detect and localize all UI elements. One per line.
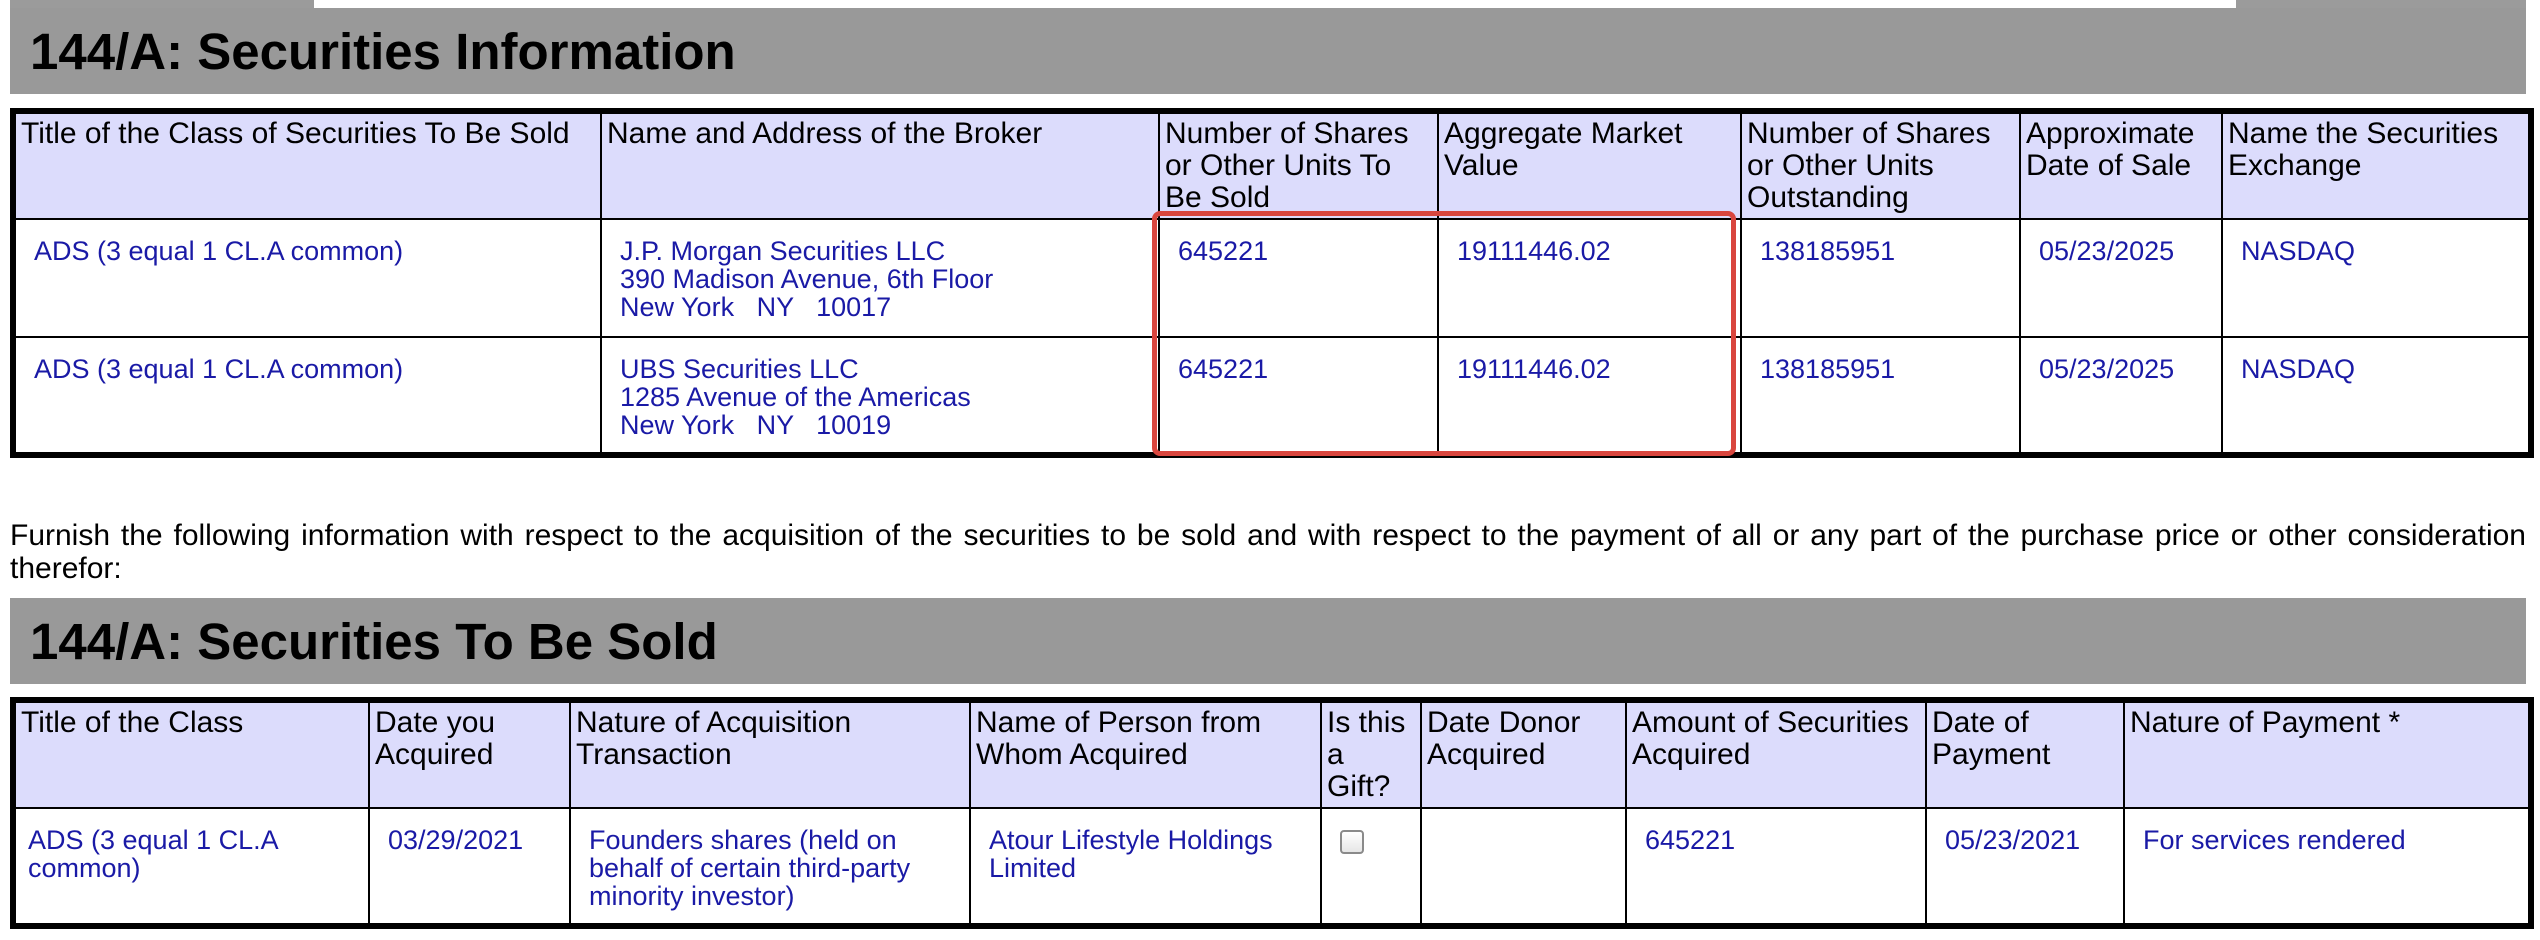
date-acquired-cell: 03/29/2021 bbox=[369, 808, 570, 926]
exchange-cell: NASDAQ bbox=[2222, 219, 2531, 337]
column-header: Date Donor Acquired bbox=[1421, 700, 1626, 808]
column-header: Title of the Class bbox=[13, 700, 369, 808]
amount-acquired-cell: 645221 bbox=[1626, 808, 1926, 926]
column-header: Date of Payment bbox=[1926, 700, 2124, 808]
column-header: Aggregate Market Value bbox=[1438, 111, 1741, 219]
table-row bbox=[13, 219, 2531, 337]
shares-outstanding-cell: 138185951 bbox=[1741, 337, 2020, 455]
securities-information-table bbox=[10, 108, 2534, 458]
top-edge-left bbox=[10, 0, 314, 8]
column-header: Nature of Payment * bbox=[2124, 700, 2531, 808]
acquired-from-cell: Atour Lifestyle Holdings Limited bbox=[970, 808, 1321, 926]
sale-date-cell: 05/23/2025 bbox=[2020, 337, 2222, 455]
column-header: Is this a Gift? bbox=[1321, 700, 1421, 808]
column-header: Title of the Class of Securities To Be Sold bbox=[13, 111, 601, 219]
payment-date-cell: 05/23/2021 bbox=[1926, 808, 2124, 926]
nature-of-acquisition-cell: Founders shares (held on behalf of certain third-party minority investor) bbox=[570, 808, 970, 926]
column-header: Nature of Acquisition Transaction bbox=[570, 700, 970, 808]
broker-name: UBS Securities LLC bbox=[620, 354, 859, 384]
column-header: Amount of Securities Acquired bbox=[1626, 700, 1926, 808]
nature-of-payment-cell: For services rendered bbox=[2124, 808, 2531, 926]
broker-street: 1285 Avenue of the Americas bbox=[620, 382, 971, 412]
gift-checkbox[interactable] bbox=[1340, 830, 1364, 854]
donor-date-cell bbox=[1421, 808, 1626, 926]
securities-to-be-sold-table bbox=[10, 697, 2534, 929]
title-of-class-cell: ADS (3 equal 1 CL.A common) bbox=[13, 808, 369, 926]
market-value-cell: 19111446.02 bbox=[1438, 337, 1741, 455]
section-title-securities-information: 144/A: Securities Information bbox=[10, 8, 2526, 94]
instruction-paragraph: Furnish the following information with respect to the acquisition of the securities to be sold and with respect to the payment of all or any part of the purchase price or other consideration therefor: bbox=[10, 519, 2526, 585]
column-header: Approximate Date of Sale bbox=[2020, 111, 2222, 219]
exchange-cell: NASDAQ bbox=[2222, 337, 2531, 455]
column-header: Date you Acquired bbox=[369, 700, 570, 808]
top-edge-right bbox=[2236, 0, 2526, 8]
shares-outstanding-cell: 138185951 bbox=[1741, 219, 2020, 337]
table-row bbox=[13, 808, 2531, 926]
gift-cell bbox=[1321, 808, 1421, 926]
column-header: Name and Address of the Broker bbox=[601, 111, 1159, 219]
column-header: Name of Person from Whom Acquired bbox=[970, 700, 1321, 808]
column-header: Number of Shares or Other Units To Be Sold bbox=[1159, 111, 1438, 219]
table-header-row bbox=[13, 111, 2531, 219]
shares-to-sell-cell: 645221 bbox=[1159, 219, 1438, 337]
title-of-class-cell: ADS (3 equal 1 CL.A common) bbox=[13, 337, 601, 455]
column-header: Number of Shares or Other Units Outstanding bbox=[1741, 111, 2020, 219]
table-row bbox=[13, 337, 2531, 455]
broker-city: New York NY 10019 bbox=[620, 410, 892, 440]
section-title-securities-to-be-sold: 144/A: Securities To Be Sold bbox=[10, 598, 2526, 684]
title-of-class-cell: ADS (3 equal 1 CL.A common) bbox=[13, 219, 601, 337]
broker-name: J.P. Morgan Securities LLC bbox=[620, 236, 946, 266]
market-value-cell: 19111446.02 bbox=[1438, 219, 1741, 337]
table-header-row bbox=[13, 700, 2531, 808]
broker-cell bbox=[601, 219, 1159, 337]
top-edge bbox=[0, 0, 2540, 8]
broker-street: 390 Madison Avenue, 6th Floor bbox=[620, 264, 994, 294]
broker-city: New York NY 10017 bbox=[620, 292, 892, 322]
shares-to-sell-cell: 645221 bbox=[1159, 337, 1438, 455]
sale-date-cell: 05/23/2025 bbox=[2020, 219, 2222, 337]
broker-cell bbox=[601, 337, 1159, 455]
column-header: Name the Securities Exchange bbox=[2222, 111, 2531, 219]
